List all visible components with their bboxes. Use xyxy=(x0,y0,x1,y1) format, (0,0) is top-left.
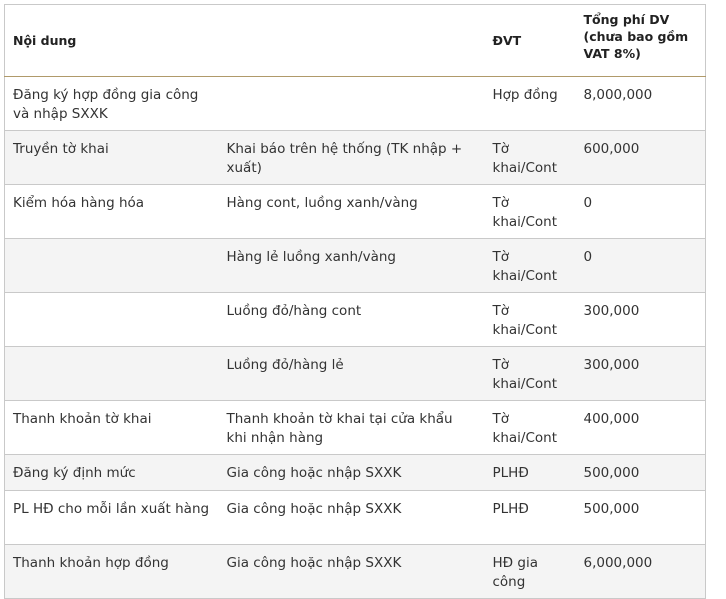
cell-unit: Tờ khai/Cont xyxy=(485,239,576,293)
cell-detail: Luồng đỏ/hàng lẻ xyxy=(219,347,485,401)
cell-unit: PLHĐ xyxy=(485,455,576,491)
header-cost xyxy=(576,5,706,77)
cell-cost: 0 xyxy=(576,239,706,293)
cell-unit: Tờ khai/Cont xyxy=(485,293,576,347)
cell-cost: 6,000,000 xyxy=(576,545,706,599)
fee-table xyxy=(4,4,706,599)
cell-cost: 400,000 xyxy=(576,401,706,455)
table-row xyxy=(5,77,706,131)
cell-content xyxy=(5,239,219,293)
header-row xyxy=(5,5,706,77)
header-unit: ĐVT xyxy=(485,5,576,77)
table-row xyxy=(5,131,706,185)
cell-cost: 500,000 xyxy=(576,491,706,545)
cell-content: Đăng ký định mức xyxy=(5,455,219,491)
cell-content: Kiểm hóa hàng hóa xyxy=(5,185,219,239)
table-row xyxy=(5,401,706,455)
cell-cost: 0 xyxy=(576,185,706,239)
cell-cost: 8,000,000 xyxy=(576,77,706,131)
cell-unit: Tờ khai/Cont xyxy=(485,347,576,401)
cell-cost: 500,000 xyxy=(576,455,706,491)
cell-detail: Gia công hoặc nhập SXXK xyxy=(219,455,485,491)
table-row xyxy=(5,545,706,599)
cell-cost: 600,000 xyxy=(576,131,706,185)
header-detail xyxy=(219,5,485,77)
table-row xyxy=(5,491,706,545)
cell-detail: Hàng cont, luồng xanh/vàng xyxy=(219,185,485,239)
cell-unit: HĐ gia công xyxy=(485,545,576,599)
cell-unit: Tờ khai/Cont xyxy=(485,131,576,185)
cell-content: Thanh khoản tờ khai xyxy=(5,401,219,455)
cell-detail: Gia công hoặc nhập SXXK xyxy=(219,545,485,599)
cell-content: PL HĐ cho mỗi lần xuất hàng xyxy=(5,491,219,545)
table-row xyxy=(5,347,706,401)
table-row xyxy=(5,455,706,491)
cell-cost: 300,000 xyxy=(576,347,706,401)
header-cost-line-3: VAT 8%) xyxy=(583,46,641,61)
cell-unit: Tờ khai/Cont xyxy=(485,401,576,455)
cell-unit: Tờ khai/Cont xyxy=(485,185,576,239)
cell-unit: Hợp đồng xyxy=(485,77,576,131)
cell-detail xyxy=(219,77,485,131)
cell-detail: Luồng đỏ/hàng cont xyxy=(219,293,485,347)
header-cost-line-2: (chưa bao gồm xyxy=(583,29,689,44)
cell-content: Truyền tờ khai xyxy=(5,131,219,185)
header-cost-line-1: Tổng phí DV xyxy=(583,12,670,27)
header-content: Nội dung xyxy=(5,5,219,77)
cell-detail: Gia công hoặc nhập SXXK xyxy=(219,491,485,545)
cell-cost: 300,000 xyxy=(576,293,706,347)
cell-content xyxy=(5,347,219,401)
cell-content xyxy=(5,293,219,347)
cell-content: Đăng ký hợp đồng gia công và nhập SXXK xyxy=(5,77,219,131)
table-row xyxy=(5,239,706,293)
table-row xyxy=(5,185,706,239)
cell-detail: Hàng lẻ luồng xanh/vàng xyxy=(219,239,485,293)
cell-unit: PLHĐ xyxy=(485,491,576,545)
cell-detail: Thanh khoản tờ khai tại cửa khẩu khi nhận hàng xyxy=(219,401,485,455)
table-row xyxy=(5,293,706,347)
cell-content: Thanh khoản hợp đồng xyxy=(5,545,219,599)
cell-detail: Khai báo trên hệ thống (TK nhập + xuất) xyxy=(219,131,485,185)
